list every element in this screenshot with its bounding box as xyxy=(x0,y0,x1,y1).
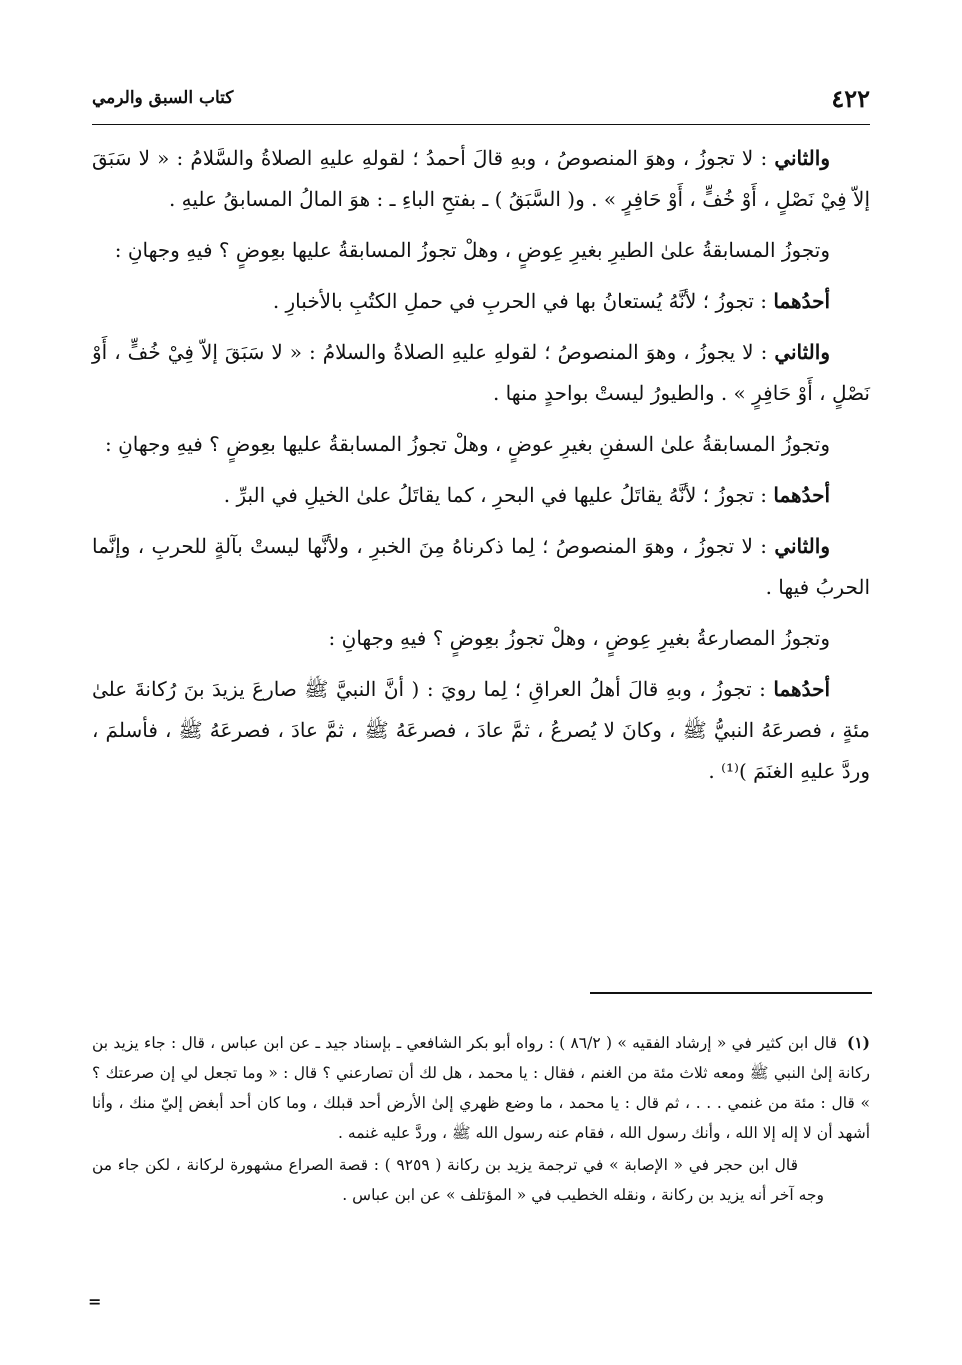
page-number: ٤٢٢ xyxy=(831,84,870,113)
paragraph xyxy=(92,669,870,792)
paragraph xyxy=(92,230,870,271)
footnote-sub-paragraph: قال ابن حجر في « الإصابة » في ترجمة يزيد بن ركانة ( ٩٢٥٩ ) : قصة الصراع مشهورة لركانة ، لكن جاء من وجه آخر أنه يزيد بن ركانة ، ونقله الخطيب في « المؤتلف » عن ابن عباس . xyxy=(92,1156,824,1204)
paragraph xyxy=(92,526,870,608)
running-title: كتاب السبق والرمي xyxy=(92,88,234,108)
paragraph-text: : تجوزُ ؛ لأنَّهُ يقاتَلُ عليها في البحرِ ، كما يقاتَلُ علىٰ الخيلِ في البرِّ . xyxy=(223,483,774,507)
paragraph-lead: والثاني xyxy=(774,534,830,558)
paragraph-text: : لا تجوزُ ، وهوَ المنصوصُ ، وبهِ قالَ أحمدُ ؛ لقولهِ عليهِ الصلاةُ والسَّلامُ : « لا سَبَقَ إلاّ فِيْ نَصْلٍ ، أَوْ خُفٍّ ، أَوْ حَافِرٍ » . و( السَّبَقُ ) ـ بفتحِ الباءِ ـ : هوَ المالُ المسابقُ عليهِ . xyxy=(92,146,870,211)
header-rule xyxy=(92,124,870,125)
paragraph-text: : لا يجوزُ ، وهوَ المنصوصُ ؛ لقولهِ عليهِ الصلاةُ والسلامُ : « لا سَبَقَ إلاّ فِيْ خُفٍّ ، أَوْ نَصْلٍ ، أَوْ حَافِرٍ » . والطيورُ ليستْ بواحدٍ منها . xyxy=(92,340,870,405)
paragraph xyxy=(92,475,870,516)
footnote-text: قال ابن كثير في « إرشاد الفقيه » ( ٨٦/٢ ) : رواه أبو بكر الشافعي ـ بإسناد جيد ـ عن ابن عباس ، قال : جاء يزيد بن ركانة إلىٰ النبي ﷺ ومعه ثلاث مئة من الغنم ، فقال : يا محمد ، هل لك أن تصارعني ؟ قال : « وما تجعل لي إن صرعتك ؟ » قال : مئة من غنمي . . . ، ثم قال : يا محمد ، ما وضع ظهري إلىٰ الأرض أحد قبلك ، وما كان أحد أبغض إليّ منك ، وأنا أشهد أن لا إله إلا الله ، وأنك رسول الله ، فقام عنه رسول الله ﷺ ، وردَّ عليه غنمه . xyxy=(92,1034,870,1142)
paragraph xyxy=(92,618,870,659)
paragraph-text: : تجوزُ ؛ لأنَّهُ يُستعانُ بها في الحربِ في حملِ الكتُبِ بالأخبارِ . xyxy=(272,289,774,313)
paragraph-lead: أحدُهما xyxy=(773,289,830,313)
paragraph-lead: والثاني xyxy=(774,340,830,364)
main-text xyxy=(92,138,870,802)
paragraph xyxy=(92,281,870,322)
paragraph-text: : تجوزُ ، وبهِ قالَ أهلُ العراقِ ؛ لِما رويَ : ( أنَّ النبيَّ ﷺ صارعَ يزيدَ بنَ رُكانةَ علىٰ مئةٍ ، فصرعَهُ النبيُّ ﷺ ، وكانَ لا يُصرعُ ، ثمَّ عادَ ، فصرعَهُ ﷺ ، ثمَّ عادَ ، فصرعَهُ ﷺ ، فأسلمَ ، وردَّ عليهِ الغنَمَ )⁽¹⁾ . xyxy=(92,677,870,783)
footnote xyxy=(92,1028,870,1148)
paragraph xyxy=(92,138,870,220)
paragraph-lead: أحدُهما xyxy=(773,677,830,701)
footnote-rule xyxy=(590,992,872,994)
paragraph xyxy=(92,332,870,414)
paragraph-text: وتجوزُ المصارعةُ بغيرِ عِوضٍ ، وهلْ تجوزُ بعِوضٍ ؟ فيهِ وجهانِ : xyxy=(328,626,830,650)
footnotes xyxy=(92,1028,870,1210)
paragraph-lead: أحدُهما xyxy=(773,483,830,507)
paragraph-text: وتجوزُ المسابقةُ علىٰ الطيرِ بغيرِ عِوضٍ ، وهلْ تجوزُ المسابقةُ عليها بعِوضٍ ؟ فيهِ وجهانِ : xyxy=(114,238,830,262)
paragraph xyxy=(92,424,870,465)
continuation-mark: = xyxy=(88,1292,102,1311)
paragraph-text: وتجوزُ المسابقةُ علىٰ السفنِ بغيرِ عوضٍ ، وهلْ تجوزُ المسابقةُ عليها بعِوضٍ ؟ فيهِ وجهانِ : xyxy=(105,432,830,456)
footnote-number: (١) xyxy=(846,1033,870,1052)
paragraph-lead: والثاني xyxy=(774,146,830,170)
page-header xyxy=(92,84,870,124)
paragraph-text: : لا تجوزُ ، وهوَ المنصوصُ ؛ لِما ذكرناهُ مِنَ الخبرِ ، ولأنَّها ليستْ بآلةٍ للحربِ ، وإنَّما الحربُ فيها . xyxy=(92,534,870,599)
